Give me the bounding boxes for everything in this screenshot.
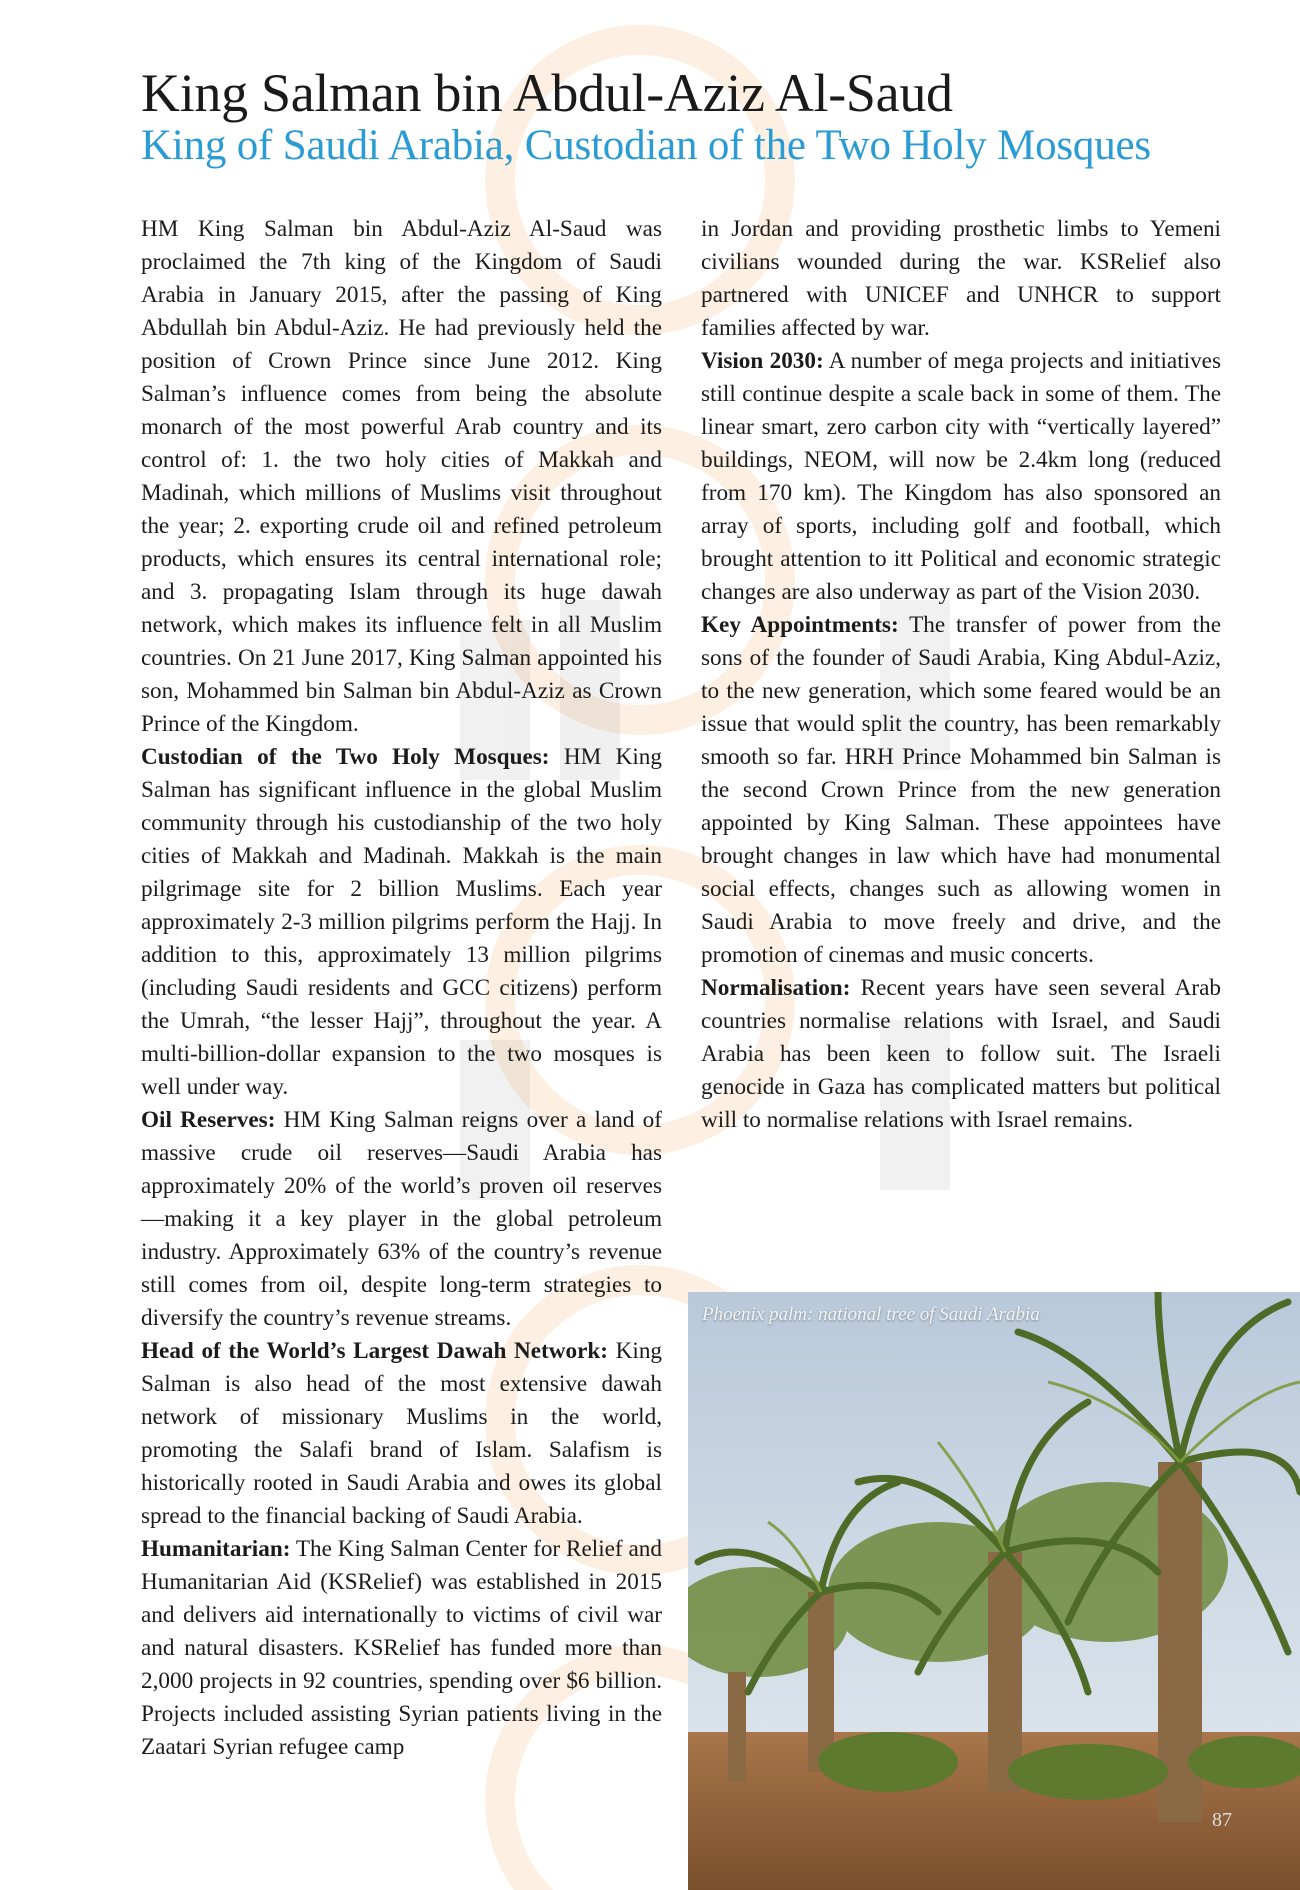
custodian-text: HM King Salman has significant influence in the global Muslim community through his custodianship of the two holy cities of Makkah and Madinah. Makkah is the main pilgrimage site for 2 billion Muslims. Each year approximately 2-3 million pilgrims perform the Hajj. In addition to this, approximately 13 million pilgrims (including Saudi residents and GCC citizens) perform the Umrah, “the lesser Hajj”, throughout the year. A multi-billion-dollar expansion to the two mosques is well under way.: [141, 744, 662, 1100]
dawah-heading: Head of the World’s Largest Dawah Network:: [141, 1338, 608, 1364]
normalisation-text: Recent years have seen several Arab countries normalise relations with Israel, and Saudi Arabia has been keen to follow suit. The Israeli genocide in Gaza has complicated matters but political will to normalise relations with Israel remains.: [701, 975, 1221, 1133]
oil-text: HM King Salman reigns over a land of massive crude oil reserves—Saudi Arabia has approximately 20% of the world’s proven oil reserves—making it a key player in the global petroleum industry. Approximately 63% of the country’s revenue still comes from oil, despite long-term strategies to diversify the country’s revenue streams.: [141, 1107, 662, 1331]
right-column: [701, 213, 1221, 1137]
continued-paragraph: [701, 213, 1221, 345]
humanitarian-heading: Humanitarian:: [141, 1536, 291, 1562]
intro-text: HM King Salman bin Abdul-Aziz Al-Saud was proclaimed the 7th king of the Kingdom of Saudi Arabia in January 2015, after the passing of King Abdullah bin Abdul-Aziz. He had previously held the position of Crown Prince since June 2012. King Salman’s influence comes from being the absolute monarch of the most powerful Arab country and its control of: 1. the two holy cities of Makkah and Madinah, which millions of Muslims visit throughout the year; 2. exporting crude oil and refined petroleum products, which ensures its central international role; and 3. propagating Islam through its huge dawah network, which makes its influence felt in all Muslim countries. On 21 June 2017, King Salman appointed his son, Mohammed bin Salman bin Abdul-Aziz as Crown Prince of the Kingdom.: [141, 216, 662, 737]
appointments-text: The transfer of power from the sons of the founder of Saudi Arabia, King Abdul-Aziz, to the new generation, which some feared would be an issue that would split the country, has been remarkably smooth so far. HRH Prince Mohammed bin Salman is the second Crown Prince from the new generation appointed by King Salman. These appointees have brought changes in law which have had monumental social effects, changes such as allowing women in Saudi Arabia to move freely and drive, and the promotion of cinemas and music concerts.: [701, 612, 1221, 968]
continued-text: in Jordan and providing prosthetic limbs to Yemeni civilians wounded during the war. KSRelief also partnered with UNICEF and UNHCR to support families affected by war.: [701, 216, 1221, 341]
page-title: King Salman bin Abdul-Aziz Al-Saud: [141, 63, 953, 123]
normalisation-paragraph: [701, 972, 1221, 1137]
oil-heading: Oil Reserves:: [141, 1107, 276, 1133]
dawah-text: King Salman is also head of the most extensive dawah network of missionary Muslims in the world, promoting the Salafi brand of Islam. Salafism is historically rooted in Saudi Arabia and owes its global spread to the financial backing of Saudi Arabia.: [141, 1338, 663, 1529]
intro-paragraph: [141, 213, 662, 741]
photo-caption: Phoenix palm: national tree of Saudi Arabia: [702, 1304, 1040, 1325]
vision-heading: Vision 2030:: [701, 348, 824, 374]
oil-paragraph: [141, 1104, 662, 1335]
vision-paragraph: [701, 345, 1221, 609]
page-subtitle: King of Saudi Arabia, Custodian of the Two Holy Mosques: [141, 122, 1151, 169]
page-number: 87: [1212, 1809, 1232, 1831]
custodian-paragraph: [141, 741, 662, 1104]
humanitarian-paragraph: [141, 1533, 662, 1764]
custodian-heading: Custodian of the Two Holy Mosques:: [141, 744, 550, 770]
normalisation-heading: Normalisation:: [701, 975, 851, 1001]
appointments-paragraph: [701, 609, 1221, 972]
palm-trees-illustration: [688, 1292, 1300, 1890]
humanitarian-text: The King Salman Center for Relief and Humanitarian Aid (KSRelief) was established in 2015 and delivers aid internationally to victims of civil war and natural disasters. KSRelief has funded more than 2,000 projects in 92 countries, spending over $6 billion. Projects included assisting Syrian patients living in the Zaatari Syrian refugee camp: [141, 1536, 662, 1760]
palm-trees-photo: [688, 1292, 1300, 1890]
appointments-heading: Key Appointments:: [701, 612, 899, 638]
dawah-paragraph: [141, 1335, 662, 1533]
vision-text: A number of mega projects and initiatives still continue despite a scale back in some of them. The linear smart, zero carbon city with “vertically layered” buildings, NEOM, will now be 2.4km long (reduced from 170 km). The Kingdom has also sponsored an array of sports, including golf and football, which brought attention to itt Political and economic strategic changes are also underway as part of the Vision 2030.: [701, 348, 1221, 605]
left-column: [141, 213, 662, 1764]
